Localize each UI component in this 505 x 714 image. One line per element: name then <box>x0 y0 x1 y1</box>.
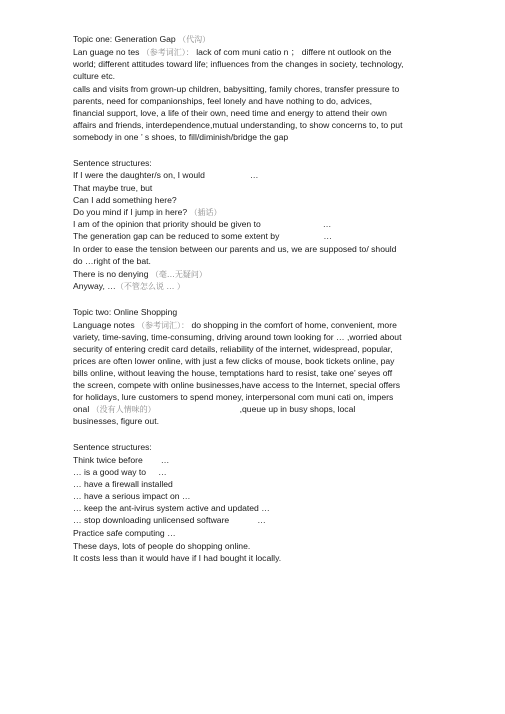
topic-two-notes-line-4: prices are often lower online, with just a few clicks of mouse, book tickets online, pay <box>73 356 395 366</box>
topic-one-sentence-8: do …right of the bat. <box>73 256 151 266</box>
topic-two-notes-line-7: for holidays, lure customers to spend money, interpersonal com muni cati on, impers <box>73 392 394 402</box>
topic-two-notes-line-3: security of entering credit card details, reliability of the internet, widespread, popular, <box>73 344 393 354</box>
topic-one-structures-title: Sentence structures: <box>73 158 152 168</box>
topic-one-title-cn: （代沟） <box>178 35 211 44</box>
sentence-text: The generation gap can be reduced to some extent by <box>73 231 280 241</box>
ellipsis: … <box>249 170 259 180</box>
topic-two-sentence-4: … have a serious impact on … <box>73 491 191 501</box>
sentence-cn: （不管怎么说 … ） <box>115 282 185 291</box>
notes-cn: （没有人情味的） <box>91 405 156 414</box>
topic-one-notes-line-3: culture etc. <box>73 71 116 81</box>
topic-one-sentence-5 <box>73 219 331 230</box>
topic-two-sentence-6 <box>73 515 266 526</box>
topic-two-notes-line-9: businesses, figure out. <box>73 416 159 426</box>
topic-two-notes-line-5: bills online, without leaving the house, temptations hard to resist, take one’ seyes off <box>73 368 393 378</box>
topic-one-sentence-3: Can I add something here? <box>73 195 177 205</box>
topic-one-sentence-1 <box>73 170 258 181</box>
sentence-text: … is a good way to <box>73 467 147 477</box>
topic-one-notes-line-7: affairs and friends, interdependence,mutual understanding, to show concerns to, to put <box>73 120 403 130</box>
topic-two-notes-line-6: the screen, compete with online businesses,have access to the Internet, special offers <box>73 380 401 390</box>
sentence-text: Do you mind if I jump in here? <box>73 207 188 217</box>
topic-two-notes-text: do shopping in the comfort of home, convenient, more <box>191 320 397 330</box>
sentence-text: … stop downloading unlicensed software <box>73 515 230 525</box>
topic-one-notes-line-6: financial support, love, a life of their own, need time and energy to attend their own <box>73 108 387 118</box>
topic-one-notes-line-8: somebody in one ’ s shoes, to fill/diminish/bridge the gap <box>73 132 289 142</box>
topic-two-sentence-7: Practice safe computing … <box>73 528 176 538</box>
topic-one-notes-line-4: calls and visits from grown-up children, babysitting, family chores, transfer pressure to <box>73 84 400 94</box>
topic-one-sentence-6 <box>73 231 332 242</box>
topic-one-sentence-9 <box>73 269 207 280</box>
topic-two-sentence-2 <box>73 467 167 478</box>
topic-two-title: Topic two: Online Shopping <box>73 307 178 317</box>
topic-two-sentence-3: … have a firewall installed <box>73 479 173 489</box>
ellipsis: … <box>257 515 266 525</box>
sentence-text: I am of the opinion that priority should be given to <box>73 219 261 229</box>
topic-one-heading <box>73 34 210 45</box>
topic-one-sentence-7: In order to ease the tension between our parents and us, we are supposed to/ should <box>73 244 397 254</box>
sentence-text: Anyway, … <box>73 281 116 291</box>
topic-two-notes-line-2: variety, time-saving, time-consuming, driving around town looking for … ,worried about <box>73 332 402 342</box>
ellipsis: … <box>158 467 167 477</box>
sentence-cn: （毫…无疑问） <box>150 270 207 279</box>
topic-one-notes-label: Lan guage no tes <box>73 47 140 57</box>
topic-two-structures-title: Sentence structures: <box>73 442 152 452</box>
topic-two-notes-line-1 <box>73 320 397 331</box>
ellipsis: … <box>322 219 332 229</box>
topic-one-notes-line-2: world; different attitudes toward life; influences from the changes in society, technology, <box>73 59 404 69</box>
topic-one-notes-line-5: parents, need for companionships, feel lonely and have nothing to do, advices, <box>73 96 373 106</box>
topic-two-notes-label-cn: （参考词汇）： <box>137 321 190 330</box>
topic-one-title: Topic one: Generation Gap <box>73 34 176 44</box>
sentence-cn: （插话） <box>189 208 222 217</box>
topic-two-sentence-8: These days, lots of people do shopping online. <box>73 541 251 551</box>
topic-one-sentence-4 <box>73 207 222 218</box>
ellipsis: … <box>160 455 170 465</box>
topic-two-sentence-5: … keep the ant-ivirus system active and updated … <box>73 503 270 513</box>
topic-two-sentence-1 <box>73 455 169 466</box>
notes-text: onal <box>73 404 90 414</box>
topic-one-notes-text: lack of com muni catio n ； differe nt outlook on the <box>196 47 392 57</box>
topic-two-notes-line-8 <box>73 404 355 415</box>
ellipsis: … <box>323 231 332 241</box>
sentence-text: There is no denying <box>73 269 149 279</box>
sentence-text: Think twice before <box>73 455 143 465</box>
sentence-text: If I were the daughter/s on, I would <box>73 170 205 180</box>
topic-one-sentence-2: That maybe true, but <box>73 183 153 193</box>
notes-text-tail: ,queue up in busy shops, local <box>239 404 356 414</box>
topic-one-sentence-10 <box>73 281 185 292</box>
topic-one-notes-line-1 <box>73 47 391 58</box>
topic-two-notes-label: Language notes <box>73 320 135 330</box>
topic-one-notes-label-cn: （参考词汇）： <box>141 48 194 57</box>
topic-two-sentence-9: It costs less than it would have if I had bought it locally. <box>73 553 282 563</box>
